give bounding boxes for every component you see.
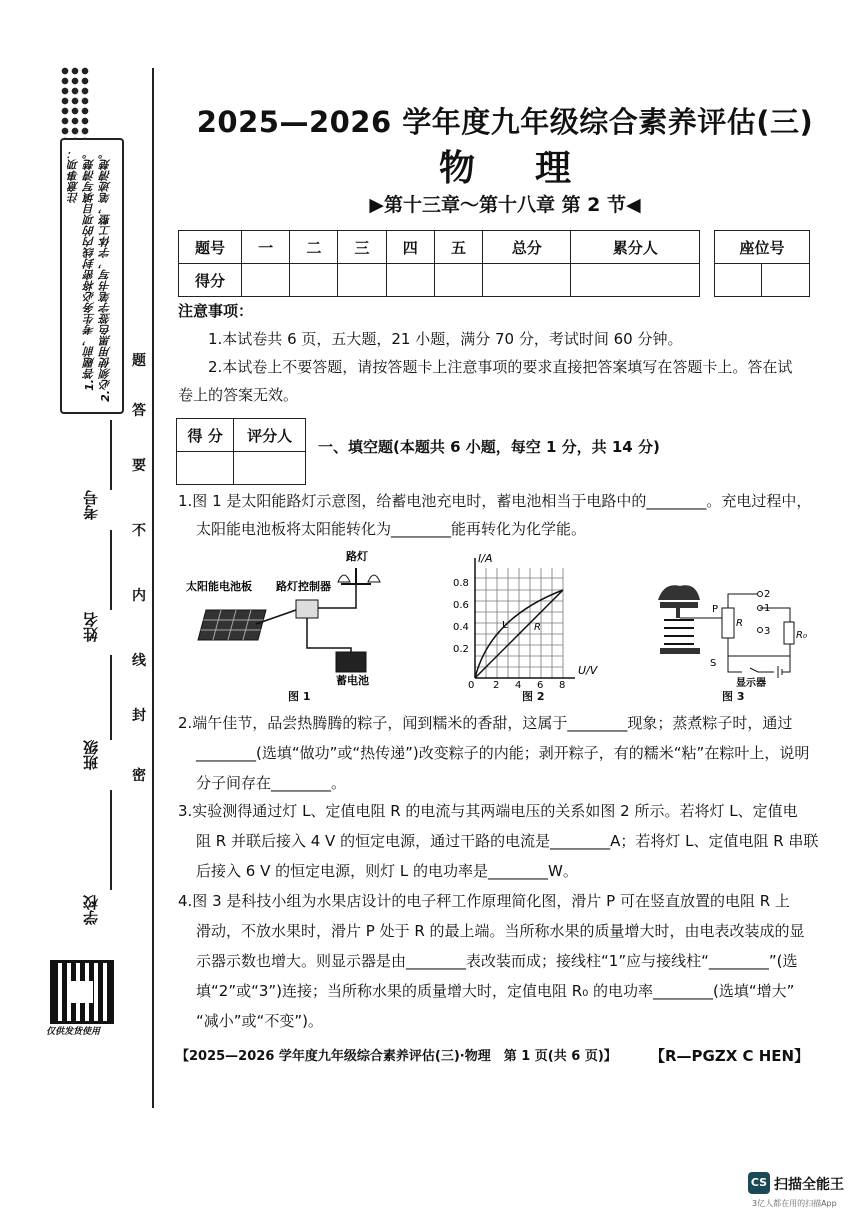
binding-notice-1: 1.答题前，考生务必将密封线内的项目填写清楚。	[83, 148, 96, 391]
binding-line	[152, 68, 154, 1108]
score-table	[178, 230, 700, 297]
figure-2-x-tick: 4	[515, 680, 522, 688]
question-1-line: 太阳能电池板将太阳能转化为________能再转化为化学能。	[196, 520, 587, 538]
seal-char: 封	[132, 708, 146, 724]
footer-page-info: 【2025—2026 学年度九年级综合素养评估(三)·物理 第 1 页(共 6 页)】	[176, 1049, 617, 1064]
seal-char: 线	[132, 653, 146, 669]
notes-item: 1.本试卷共 6 页，五大题，21 小题，满分 70 分，考试时间 60 分钟。	[208, 330, 683, 348]
score-cell[interactable]	[338, 264, 386, 297]
figure-1-solar-lamp	[186, 548, 426, 698]
score-header: 一	[242, 231, 290, 264]
figure-2-xlabel: U/V	[578, 664, 598, 677]
figure-2-y-tick: 0.8	[453, 578, 469, 589]
figure-2-y-tick: 0.6	[453, 600, 469, 611]
notes-item: 2.本试卷上不要答题，请按答题卡上注意事项的要求直接把答案填写在答题卡上。答在试	[208, 358, 793, 376]
score-header: 五	[434, 231, 482, 264]
binding-notice-box	[60, 138, 124, 414]
footer-code: 【R—PGZX C HEN】	[650, 1047, 810, 1065]
figure-1-battery-label: 蓄电池	[336, 674, 369, 687]
figure-2-iv-graph	[450, 548, 620, 688]
score-header: 二	[290, 231, 338, 264]
score-cell[interactable]	[483, 264, 571, 297]
field-exam-number-label: 考号	[82, 490, 100, 520]
section-title: 一、填空题(本题共 6 小题，每空 1 分，共 14 分)	[318, 438, 660, 456]
field-name-label: 姓名	[82, 612, 100, 642]
score-cell[interactable]	[571, 264, 700, 297]
question-4-line: 4.图 3 是科技小组为水果店设计的电子秤工作原理简化图，滑片 P 可在竖直放置的电阻 R 上	[178, 892, 790, 910]
qr-caption: 仅供发货使用	[46, 1027, 101, 1037]
subject-title: 物理	[438, 148, 631, 189]
question-2-line: 2.端午佳节，品尝热腾腾的粽子，闻到糯米的香甜，这属于________现象；蒸煮粽子时，通过	[178, 714, 793, 732]
question-1-line: 1.图 1 是太阳能路灯示意图，给蓄电池充电时，蓄电池相当于电路中的________。充电过程中，	[178, 492, 812, 510]
seal-char: 题	[132, 353, 146, 369]
score-header: 三	[338, 231, 386, 264]
field-name-line[interactable]	[110, 530, 112, 610]
figure-1-panel-label: 太阳能电池板	[186, 580, 252, 593]
figure-2-y-tick: 0.4	[453, 622, 469, 633]
watermark-app-name: 扫描全能王	[774, 1177, 844, 1193]
figure-2-x-tick: 6	[537, 680, 544, 688]
figure-1-caption: 图 1	[288, 690, 311, 703]
score-cell[interactable]	[434, 264, 482, 297]
field-exam-number-line[interactable]	[110, 420, 112, 490]
seal-char: 答	[132, 403, 146, 419]
binding-dots	[60, 66, 90, 138]
question-3-line: 后接入 6 V 的恒定电源，则灯 L 的电功率是________W。	[196, 862, 578, 880]
seat-table	[714, 230, 810, 297]
seat-cell[interactable]	[715, 264, 762, 297]
field-class-label: 班级	[82, 740, 100, 770]
figure-3-terminal-1: 1	[764, 603, 771, 614]
notes-title: 注意事项：	[178, 302, 254, 320]
chapter-range: ▶第十三章～第十八章 第 2 节◀	[369, 194, 641, 216]
figure-3-display-label: 显示器	[736, 678, 766, 689]
score-header: 总分	[483, 231, 571, 264]
figure-3-R-label: R	[736, 618, 743, 629]
question-3-line: 阻 R 并联后接入 4 V 的恒定电源，通过干路的电流是________A；若将灯 L、定值电阻 R 串联	[196, 832, 819, 850]
figure-1-controller-label: 路灯控制器	[276, 580, 331, 593]
figure-2-ylabel: I/A	[478, 552, 493, 565]
seat-cell[interactable]	[762, 264, 810, 297]
figure-3-terminal-3: 3	[764, 626, 771, 637]
binding-notice-2: 2.必须使用黑色签字笔书写，字体工整，笔迹清楚。	[99, 148, 112, 402]
figure-2-x-tick: 2	[493, 680, 500, 688]
score-header: 累分人	[571, 231, 700, 264]
grader-name-cell[interactable]	[234, 452, 306, 485]
score-cell[interactable]	[290, 264, 338, 297]
grader-box	[176, 418, 306, 485]
figure-2-curve-L-label: L	[502, 620, 508, 631]
figure-1-lamp-label: 路灯	[346, 550, 368, 563]
figure-3-R0-label: R₀	[796, 630, 807, 641]
seal-char: 内	[132, 588, 146, 604]
question-3-line: 3.实验测得通过灯 L、定值电阻 R 的电流与其两端电压的关系如图 2 所示。若将灯 L、定值电	[178, 802, 798, 820]
figure-3-P-label: P	[712, 604, 719, 615]
figure-2-caption: 图 2	[522, 690, 545, 703]
seal-char: 要	[132, 458, 146, 474]
grader-label: 评分人	[234, 419, 306, 452]
cs-logo-icon: CS	[748, 1172, 770, 1194]
grader-score-cell[interactable]	[177, 452, 234, 485]
question-4-line: 填“2”或“3”)连接；当所称水果的质量增大时，定值电阻 R₀ 的电功率________(选填“增大”	[196, 982, 795, 1000]
seal-char: 不	[132, 523, 146, 539]
binding-notice-title: 注意事项：	[67, 148, 80, 203]
question-4-line: 滑动，不放水果时，滑片 P 处于 R 的最上端。当所称水果的质量增大时，由电表改装成的显	[196, 922, 805, 940]
field-class-line[interactable]	[110, 655, 112, 740]
score-header: 四	[386, 231, 434, 264]
question-4-line: 示器示数也增大。则显示器是由________表改装而成；接线柱“1”应与接线柱“________”(选	[196, 952, 798, 970]
score-row-label: 得分	[179, 264, 242, 297]
question-2-line: 分子间存在________。	[196, 774, 347, 792]
figure-3-scale-circuit	[650, 580, 810, 690]
figure-2-curve-R-label: R	[534, 622, 541, 633]
figure-3-switch-label: S	[710, 658, 717, 669]
seal-char: 密	[132, 768, 146, 784]
question-2-line: ________(选填“做功”或“热传递”)改变粽子的内能；剥开粽子，有的糯米“粘”在粽叶上，说明	[196, 744, 810, 762]
figure-2-x-tick: 8	[559, 680, 566, 688]
seat-label: 座位号	[715, 231, 810, 264]
figure-3-terminal-2: 2	[764, 589, 771, 600]
figure-2-y-tick: 0.2	[453, 644, 469, 655]
question-4-line: “减小”或“不变”)。	[196, 1012, 323, 1030]
grader-score-label: 得 分	[177, 419, 234, 452]
figure-2-x-tick: 0	[468, 680, 475, 688]
score-header: 题号	[179, 231, 242, 264]
page-title: 2025—2026 学年度九年级综合素养评估(三)	[196, 105, 814, 139]
notes-item: 卷上的答案无效。	[178, 386, 299, 404]
field-school-line[interactable]	[110, 790, 112, 890]
watermark-tagline: 3亿人都在用的扫描App	[752, 1199, 837, 1208]
qr-code-icon	[50, 960, 114, 1024]
figure-3-caption: 图 3	[722, 690, 745, 703]
score-cell[interactable]	[386, 264, 434, 297]
field-school-label: 学校	[82, 895, 100, 925]
score-cell[interactable]	[242, 264, 290, 297]
